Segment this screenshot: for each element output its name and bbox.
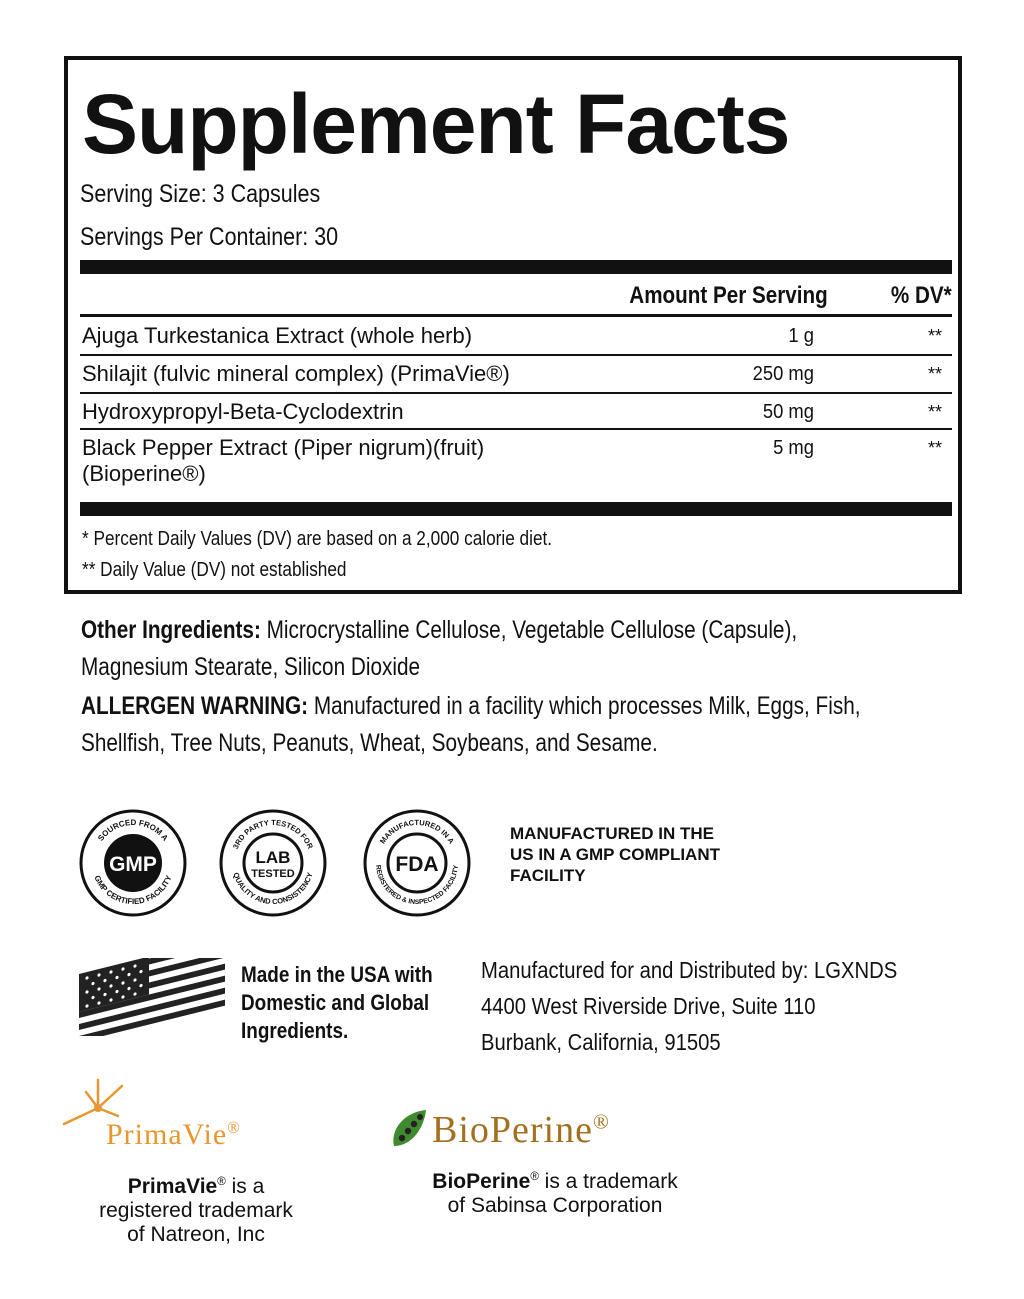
supplement-facts-panel bbox=[64, 56, 962, 594]
ingredient-row: Black Pepper Extract (Piper nigrum)(fruit) (Bioperine®) 5 mg ** bbox=[82, 435, 942, 486]
primavie-trademark-note: PrimaVie® is a registered trademark of Natreon, Inc bbox=[99, 1175, 293, 1246]
allergen-warning: ALLERGEN WARNING: Manufactured in a facility which processes Milk, Eggs, Fish, Shellfish, Tree Nuts, Peanuts, Wheat, Soybeans, and Sesame. bbox=[81, 692, 861, 757]
svg-text:FDA: FDA bbox=[395, 853, 439, 876]
bioperine-logo-text: BioPerine® bbox=[432, 1109, 610, 1151]
bioperine-pepper-icon bbox=[388, 1106, 432, 1154]
svg-text:LAB: LAB bbox=[255, 848, 291, 867]
svg-text:SOURCED FROM A: SOURCED FROM A bbox=[96, 817, 170, 843]
ingredient-row: Shilajit (fulvic mineral complex) (PrimaVie®) 250 mg ** bbox=[80, 356, 952, 394]
fda-badge-icon bbox=[362, 808, 472, 918]
ingredient-row: Ajuga Turkestanica Extract (whole herb) 1 g ** bbox=[80, 318, 952, 356]
amount-header: Amount Per Serving bbox=[629, 282, 828, 309]
servings-per-container: Servings Per Container: 30 bbox=[80, 223, 339, 251]
other-ingredients: Other Ingredients: Microcrystalline Cellulose, Vegetable Cellulose (Capsule), Magnesium Stearate, Silicon Dioxide bbox=[81, 616, 798, 681]
thick-divider-bottom bbox=[80, 502, 952, 516]
dv-not-established-note: ** Daily Value (DV) not established bbox=[82, 559, 347, 581]
svg-text:REGISTERED & INSPECTED FACILIT: REGISTERED & INSPECTED FACILITY bbox=[373, 864, 460, 907]
made-in-usa-text: Made in the USA with Domestic and Global Ingredients. bbox=[241, 962, 433, 1043]
ingredient-row: Hydroxypropyl-Beta-Cyclodextrin 50 mg ** bbox=[80, 394, 952, 430]
dv-header: % DV* bbox=[891, 282, 952, 309]
svg-text:QUALITY AND CONSISTENCY: QUALITY AND CONSISTENCY bbox=[231, 871, 315, 907]
bioperine-trademark-note: BioPerine® is a trademark of Sabinsa Corporation bbox=[432, 1170, 678, 1217]
header-divider bbox=[80, 314, 952, 317]
facts-title: Supplement Facts bbox=[82, 77, 790, 171]
gmp-compliance-note: MANUFACTURED IN THE US IN A GMP COMPLIANT FACILITY bbox=[510, 824, 720, 885]
svg-text:TESTED: TESTED bbox=[251, 868, 295, 880]
lab-tested-badge-icon bbox=[218, 808, 328, 918]
us-flag-icon bbox=[79, 958, 225, 1036]
svg-text:GMP CERTIFIED FACILITY: GMP CERTIFIED FACILITY bbox=[92, 873, 174, 907]
svg-text:3RD PARTY TESTED FOR: 3RD PARTY TESTED FOR bbox=[231, 817, 315, 851]
primavie-logo-text: PrimaVie® bbox=[106, 1118, 241, 1151]
dv-footnote: * Percent Daily Values (DV) are based on a 2,000 calorie diet. bbox=[82, 528, 553, 550]
svg-text:GMP: GMP bbox=[109, 853, 157, 876]
thick-divider bbox=[80, 260, 952, 274]
distributor-info: Manufactured for and Distributed by: LGXNDS 4400 West Riverside Drive, Suite 110 Burbank, California, 91505 bbox=[481, 957, 898, 1055]
serving-size: Serving Size: 3 Capsules bbox=[80, 180, 321, 208]
svg-text:MANUFACTURED IN A: MANUFACTURED IN A bbox=[377, 817, 457, 846]
gmp-badge-icon bbox=[78, 808, 188, 918]
